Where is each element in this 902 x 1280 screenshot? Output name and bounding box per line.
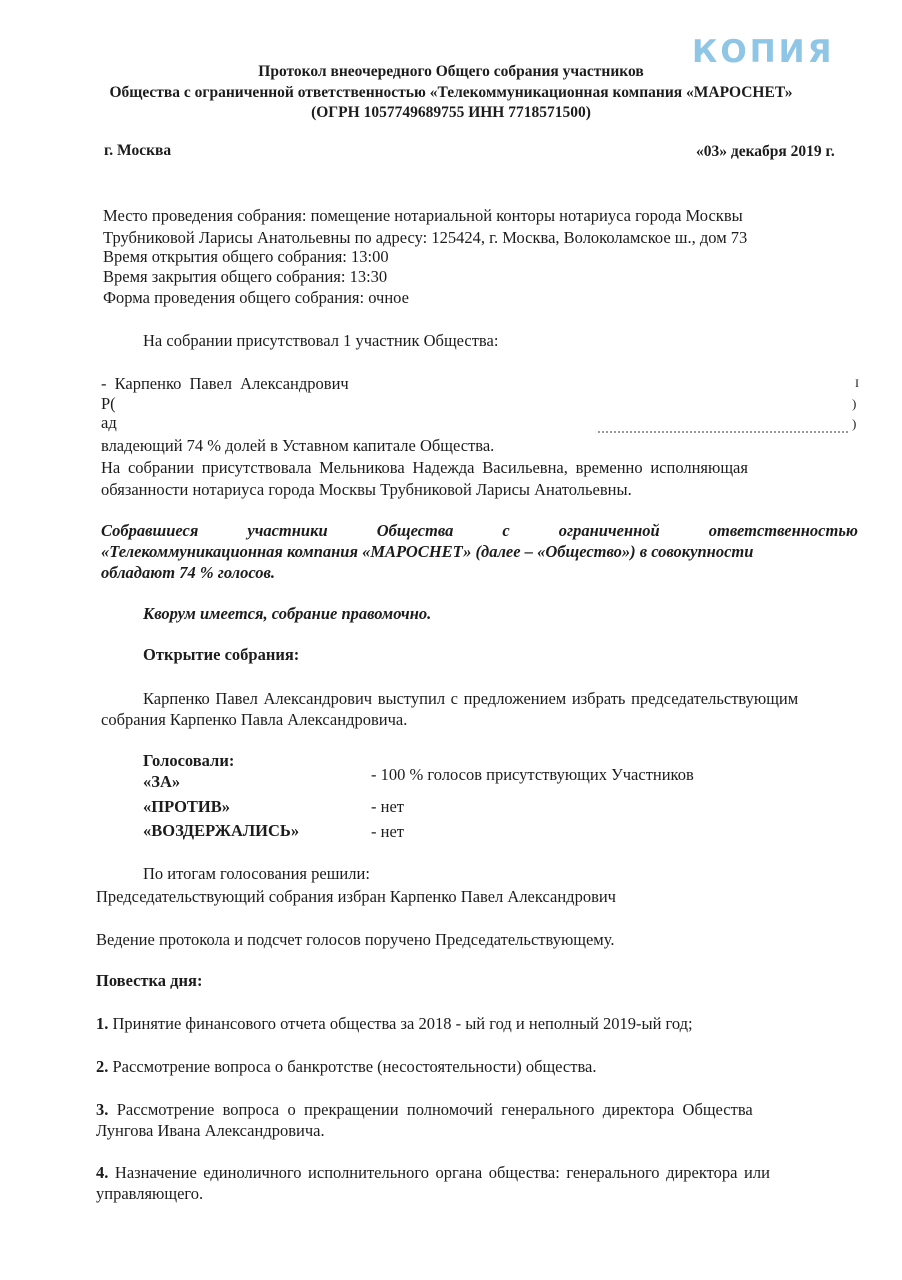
collective-word-2: участники: [247, 521, 328, 540]
quorum-statement: Кворум имеется, собрание правомочно.: [143, 604, 432, 623]
agenda-item-number: 1.: [96, 1014, 109, 1033]
attendance-intro: На собрании присутствовал 1 участник Общества:: [143, 331, 499, 350]
collective-word-1: Собравшиеся: [101, 521, 199, 540]
redacted-fragment-left-3: ад: [101, 413, 117, 432]
redacted-fragment-right-3: ): [852, 416, 857, 431]
redacted-fragment-right-1: I: [855, 376, 859, 390]
redacted-fragment-right-2: ): [852, 396, 857, 411]
vote-for-label: «ЗА»: [143, 772, 181, 791]
opening-text-line-2: собрания Карпенко Павла Александровича.: [101, 710, 408, 729]
agenda-item-1: [96, 1014, 693, 1034]
agenda-item-text: Принятие финансового отчета общества за 2018 - ый год и неполный 2019-ый год;: [112, 1014, 693, 1033]
redacted-fragment-left-2: Р(: [101, 394, 116, 413]
closing-time: Время закрытия общего собрания: 13:30: [103, 267, 388, 286]
agenda-item-number: 2.: [96, 1057, 109, 1076]
collective-word-6: ответственностью: [708, 521, 858, 540]
meeting-form: Форма проведения общего собрания: очное: [103, 288, 409, 307]
opening-text-line-1: Карпенко Павел Александрович выступил с предложением избрать председательствующим: [143, 689, 799, 708]
vote-for-value: - 100 % голосов присутствующих Участников: [371, 765, 694, 784]
participant-shares: владеющий 74 % долей в Уставном капитале Общества.: [101, 436, 495, 455]
collective-word-4: с: [502, 521, 510, 540]
collective-statement-line-1: [101, 521, 858, 541]
notary-line-1: На собрании присутствовала Мельникова Надежда Васильевна, временно исполняющая: [101, 458, 748, 477]
protocol-title: Протокол внеочередного Общего собрания участников: [258, 63, 644, 80]
registration-numbers: (ОГРН 1057749689755 ИНН 7718571500): [311, 104, 591, 121]
opening-heading: Открытие собрания:: [143, 645, 300, 664]
decision-intro: По итогам голосования решили:: [143, 864, 370, 883]
agenda-item-number: 3.: [96, 1100, 109, 1119]
vote-against-label: «ПРОТИВ»: [143, 797, 230, 816]
copy-stamp: КОПИЯ: [692, 34, 835, 70]
participant-name: - Карпенко Павел Александрович: [101, 374, 349, 393]
agenda-item-4: [96, 1163, 770, 1183]
collective-word-5: ограниченной: [558, 521, 660, 540]
collective-statement-line-3: обладают 74 % голосов.: [101, 563, 276, 582]
voting-heading: Голосовали:: [143, 751, 235, 770]
agenda-item-3-continuation: Лунгова Ивана Александровича.: [96, 1121, 325, 1140]
agenda-item-4-continuation: управляющего.: [96, 1184, 204, 1203]
agenda-item-2: [96, 1057, 596, 1077]
agenda-item-3: [96, 1100, 753, 1120]
collective-statement-line-2: «Телекоммуникационная компания «МАРОСНЕТ» (далее – «Общество») в совокупности: [101, 542, 754, 561]
vote-against-value: - нет: [371, 797, 404, 816]
agenda-item-text: Рассмотрение вопроса о банкротстве (несостоятельности) общества.: [112, 1057, 597, 1076]
agenda-item-text: Назначение единоличного исполнительного органа общества: генерального директора или: [114, 1163, 770, 1182]
company-name: Общества с ограниченной ответственностью «Телекоммуникационная компания «МАРОСНЕТ»: [109, 84, 793, 101]
agenda-heading: Повестка дня:: [96, 971, 203, 990]
decision-result: Председательствующий собрания избран Карпенко Павел Александрович: [96, 887, 616, 906]
vote-abstain-label: «ВОЗДЕРЖАЛИСЬ»: [143, 821, 300, 840]
meeting-place-line-2: Трубниковой Ларисы Анатольевны по адресу: 125424, г. Москва, Волоколамское ш., дом 73: [103, 228, 748, 247]
redaction-residue: [598, 428, 848, 433]
vote-abstain-value: - нет: [371, 822, 404, 841]
protocol-assignment: Ведение протокола и подсчет голосов поручено Председательствующему.: [96, 930, 615, 949]
document-date: «03» декабря 2019 г.: [696, 143, 835, 160]
opening-time: Время открытия общего собрания: 13:00: [103, 247, 389, 266]
meeting-place-line-1: Место проведения собрания: помещение нотариальной конторы нотариуса города Москвы: [103, 206, 743, 225]
agenda-item-text: Рассмотрение вопроса о прекращении полномочий генерального директора Общества: [116, 1100, 753, 1119]
notary-line-2: обязанности нотариуса города Москвы Трубниковой Ларисы Анатольевны.: [101, 480, 632, 499]
city: г. Москва: [104, 142, 172, 159]
collective-word-3: Общества: [376, 521, 454, 540]
agenda-item-number: 4.: [96, 1163, 109, 1182]
